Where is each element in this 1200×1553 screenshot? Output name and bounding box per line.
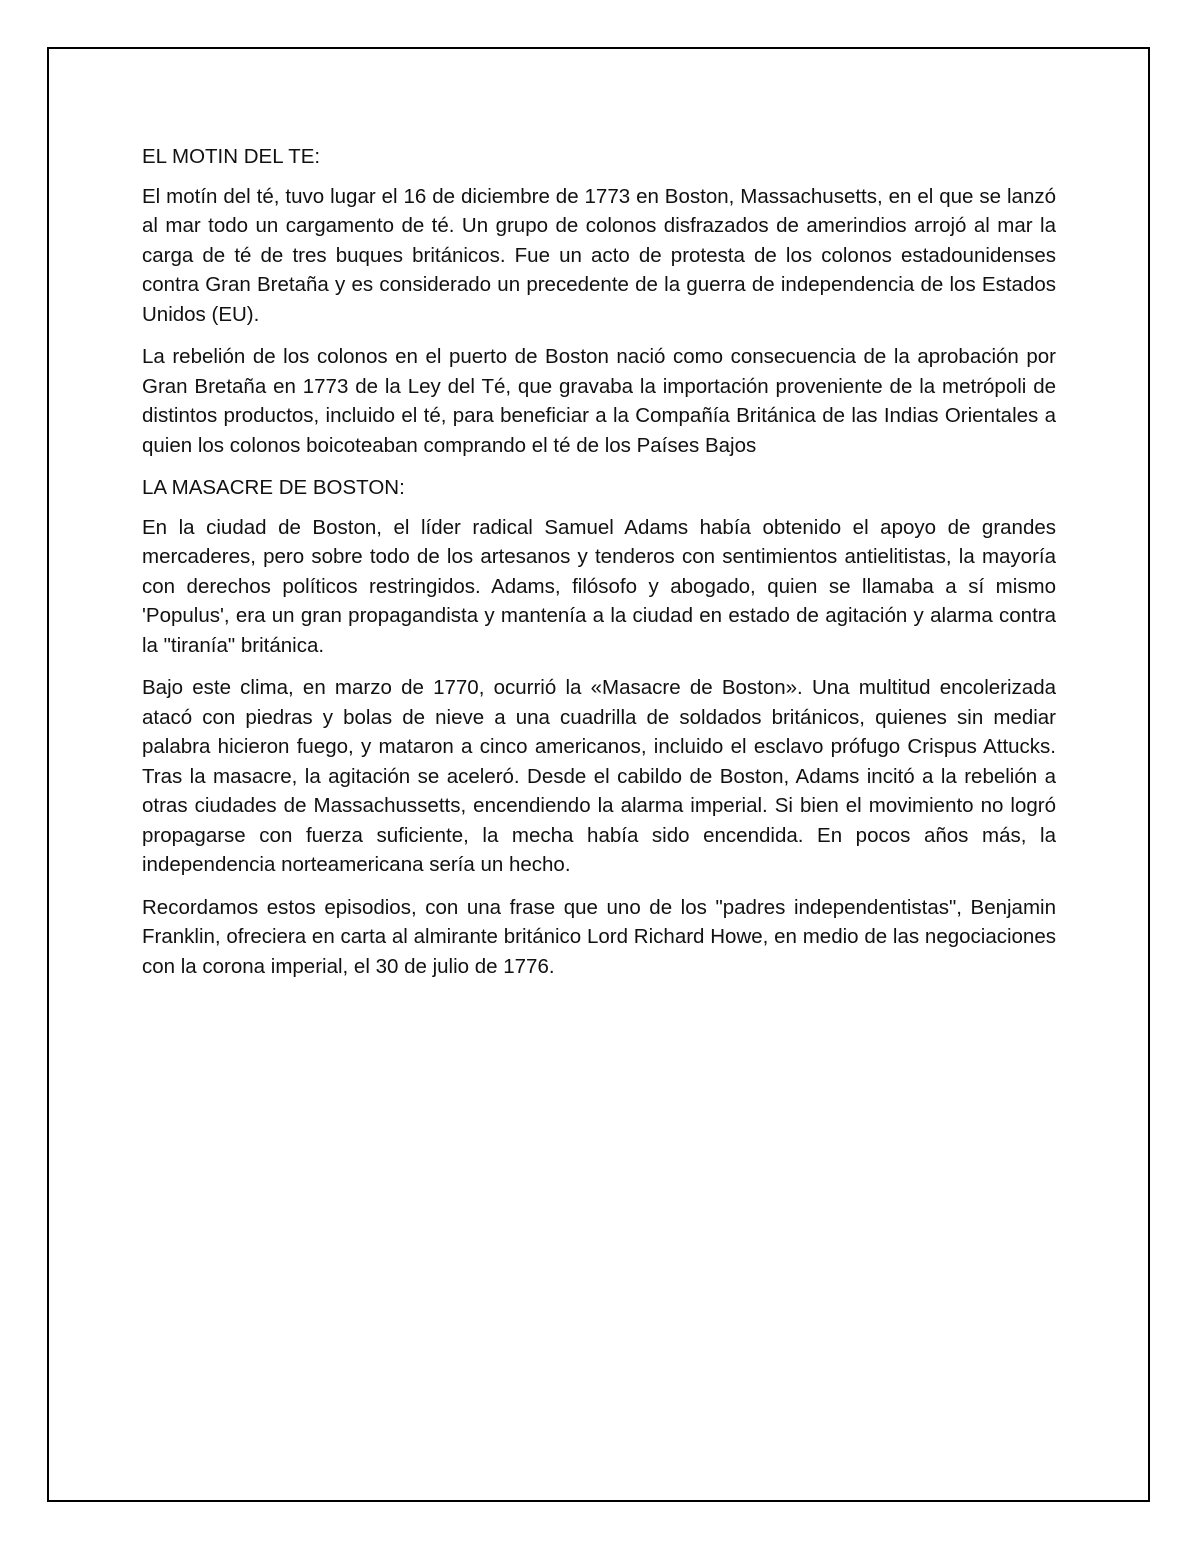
paragraph-motin-intro: El motín del té, tuvo lugar el 16 de diciembre de 1773 en Boston, Massachusetts, en el que se lanzó al mar todo un cargamento de té. Un grupo de colonos disfrazados de amerindios arrojó al mar la carga de té de tres buques británicos. Fue un acto de protesta de los colonos estadounidenses contra Gran Bretaña y es considerado un precedente de la guerra de independencia de los Estados Unidos (EU).: [142, 184, 1056, 326]
section-heading-masacre-de-boston: LA MASACRE DE BOSTON:: [142, 476, 405, 499]
document-body: [142, 142, 1056, 994]
paragraph-motin-causes: La rebelión de los colonos en el puerto de Boston nació como consecuencia de la aprobación por Gran Bretaña en 1773 de la Ley del Té, que gravaba la importación proveniente de la metrópoli de distintos productos, incluido el té, para beneficiar a la Compañía Británica de las Indias Orientales a quien los colonos boicoteaban comprando el té de los Países Bajos: [142, 345, 1056, 457]
paragraph-masacre-franklin: Recordamos estos episodios, con una frase que uno de los "padres independentistas", Benjamin Franklin, ofreciera en carta al almirante británico Lord Richard Howe, en medio de las negociaciones con la corona imperial, el 30 de julio de 1776.: [142, 895, 1056, 978]
paragraph-masacre-event: Bajo este clima, en marzo de 1770, ocurrió la «Masacre de Boston». Una multitud encolerizada atacó con piedras y bolas de nieve a una cuadrilla de soldados británicos, quienes sin mediar palabra hicieron fuego, y mataron a cinco americanos, incluido el esclavo prófugo Crispus Attucks. Tras la masacre, la agitación se aceleró. Desde el cabildo de Boston, Adams incitó a la rebelión a otras ciudades de Massachussetts, encendiendo la alarma imperial. Si bien el movimiento no logró propagarse con fuerza suficiente, la mecha había sido encendida. En pocos años más, la independencia norteamericana sería un hecho.: [142, 676, 1056, 876]
section-heading-motin-del-te: EL MOTIN DEL TE:: [142, 145, 321, 168]
paragraph-masacre-adams: En la ciudad de Boston, el líder radical Samuel Adams había obtenido el apoyo de grandes mercaderes, pero sobre todo de los artesanos y tenderos con sentimientos antielitistas, la mayoría con derechos políticos restringidos. Adams, filósofo y abogado, quien se llamaba a sí mismo 'Populus', era un gran propagandista y mantenía a la ciudad en estado de agitación y alarma contra la "tiranía" británica.: [142, 515, 1056, 657]
